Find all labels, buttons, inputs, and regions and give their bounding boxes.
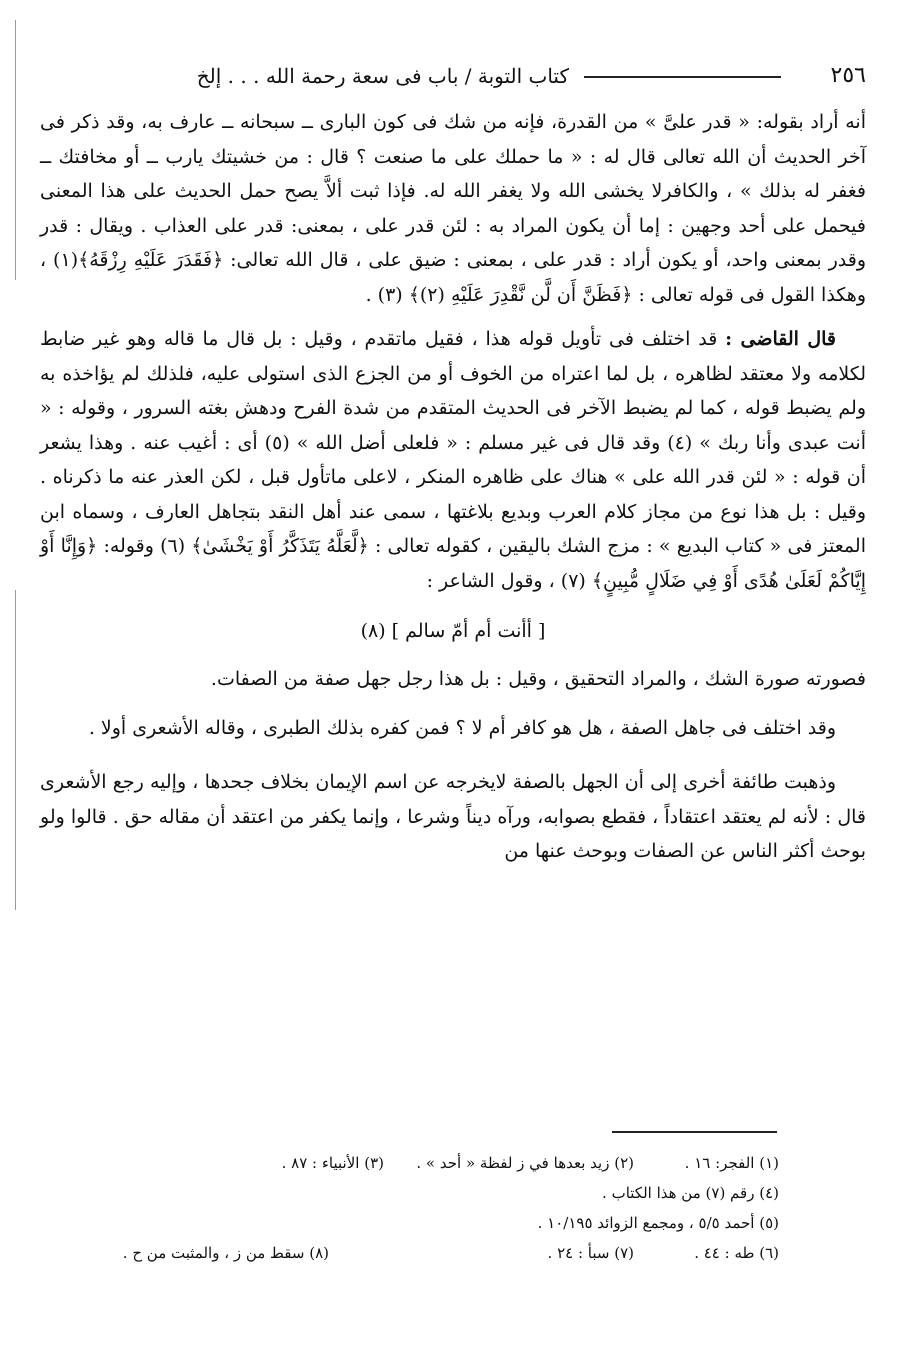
footnote-row-4	[59, 1238, 779, 1268]
footnote-7: (٧) سبأ : ٢٤ .	[547, 1244, 634, 1262]
footnotes	[59, 1148, 779, 1268]
paragraph-5: وذهبت طائفة أخرى إلى أن الجهل بالصفة لايخرجه عن اسم الإيمان بخلاف جحدها ، وإليه رجع الأشعرى قال : لأنه لم يعتقد اعتقاداً ، فقطع بصوابه، ورآه ديناً وشرعا ، وإنما يكفر من اعتقد أن مقاله حق . قالوا ولو بوحث أكثر الناس عن الصفات وبوحث عنها من	[40, 771, 866, 862]
binding-margin-line-top	[15, 20, 16, 280]
footnote-2: (٢) زيد بعدها في ز لفظة « أحد » .	[416, 1154, 634, 1172]
qadi-lead: قال القاضى :	[725, 328, 836, 350]
running-title: كتاب التوبة / باب فى سعة رحمة الله . . . إلخ	[196, 64, 569, 88]
footnote-5: (٥) أحمد ٥/٥ ، ومجمع الزوائد ١٠/١٩٥ .	[537, 1214, 779, 1232]
binding-margin-line-middle	[15, 590, 16, 910]
footnote-3: (٣) الأنبياء : ٨٧ .	[281, 1154, 384, 1172]
paragraph-4: وقد اختلف فى جاهل الصفة ، هل هو كافر أم لا ؟ فمن كفره بذلك الطبرى ، وقاله الأشعرى أولا .	[88, 716, 836, 739]
footnote-row-3	[59, 1208, 779, 1238]
footnote-4: (٤) رقم (٧) من هذا الكتاب .	[602, 1184, 779, 1202]
footnote-separator	[612, 1131, 777, 1133]
main-text	[40, 105, 866, 869]
footnote-8: (٨) سقط من ز ، والمثبت من ح .	[122, 1244, 329, 1262]
paragraph-2-text: قد اختلف فى تأويل قوله هذا ، فقيل ماتقدم ، وقيل : بل قال ما قاله وهو غير ضابط لكلامه ولا معتقد لظاهره ، بل لما اعتراه من الخوف أو من الجزع الذى استولى عليه، فلذلك لم يؤاخذه به ولم يضبط قوله ، كما لم يضبط الآخر فى الحديث المتقدم من شدة الفرح ودهش بغته السرور ، وقوله : « أنت عبدى وأنا ربك » (٤) وقد قال فى غير مسلم : « فلعلى أضل الله » (٥) أى : أغيب عنه . وهذا يشعر أن قوله : « لئن قدر الله على » هناك على ظاهره المنكر ، لاعلى ماتأول قبل ، لكن العذر عنه ما ذكرناه . وقيل : بل هذا نوع من مجاز كلام العرب وبديع بلاغتها ، سمى عند أهل النقد بتجاهل العارف ، وسماه ابن المعتز فى « كتاب البديع » : مزج الشك باليقين ، كقوله تعالى : ﴿لَّعَلَّهُ يَتَذَكَّرُ أَوْ يَخْشَىٰ﴾ (٦) وقوله: ﴿وَإِنَّا أَوْ إِيَّاكُمْ لَعَلَىٰ هُدًى أَوْ فِي ضَلَالٍ مُّبِينٍ﴾ (٧) ، وقول الشاعر :	[40, 328, 866, 592]
header-rule	[584, 76, 781, 78]
footnote-6: (٦) طه : ٤٤ .	[694, 1244, 779, 1262]
poetry-verse: [ أأنت أم أمّ سالم ] (٨)	[360, 620, 546, 642]
footnote-row-2	[59, 1178, 779, 1208]
paragraph-1: أنه أراد بقوله: « قدر علىَّ » من القدرة، فإنه من شك فى كون البارى ــ سبحانه ــ عارف به، وقد ذكر فى آخر الحديث أن الله تعالى قال له : « ما حملك على ما صنعت ؟ قال : من خشيتك يارب ــ أو مخافتك ــ فغفر له بذلك » ، والكافرلا يخشى الله ولا يغفر الله له. فإذا ثبت ألاَّ يصح حمل الحديث على هذا المعنى فيحمل على أحد وجهين : إما أن يكون المراد به : لئن قدر على ، بمعنى: قدر على العذاب . ويقال : قدر وقدر بمعنى واحد، أو يكون أراد : قدر على ، بمعنى : ضيق على ، قال الله تعالى: ﴿فَقَدَرَ عَلَيْهِ رِزْقَهُ﴾(١) ، وهكذا القول فى قوله تعالى : ﴿فَظَنَّ أَن لَّن نَّقْدِرَ عَلَيْهِ (٢)﴾ (٣) .	[40, 111, 866, 306]
paragraph-2	[40, 322, 866, 598]
footnote-1: (١) الفجر: ١٦ .	[684, 1154, 779, 1172]
footnote-row-1	[59, 1148, 779, 1178]
page-header	[30, 58, 894, 94]
paragraph-3: فصورته صورة الشك ، والمراد التحقيق ، وقيل : بل هذا رجل جهل صفة من الصفات.	[210, 668, 866, 690]
page-number: ٢٥٦	[830, 63, 866, 88]
